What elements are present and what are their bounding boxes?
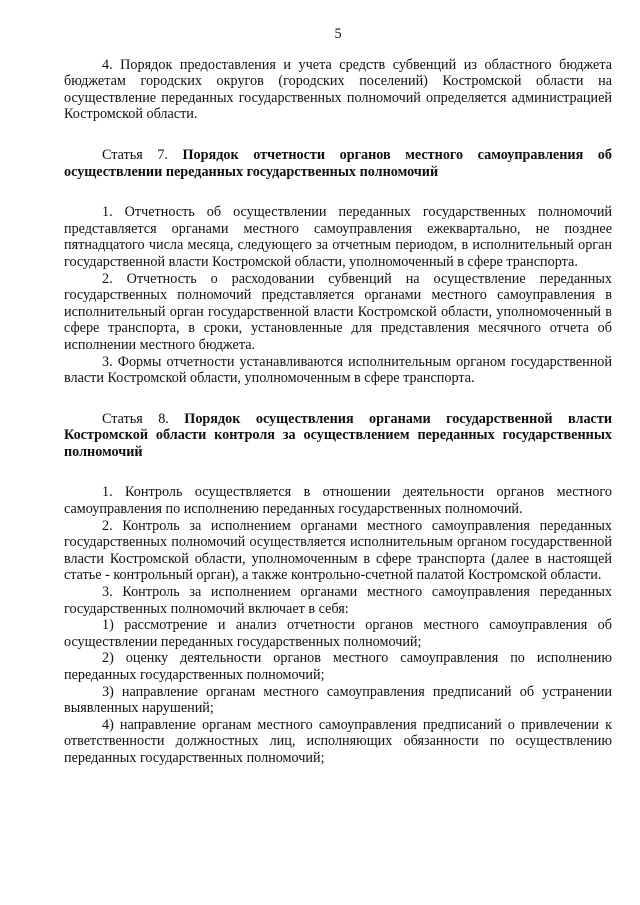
article-7-title: Порядок отчетности органов местного самоуправления об осуществлении переданных государственных полномочий — [64, 146, 612, 180]
article-8-title: Порядок осуществления органами государственной власти Костромской области контроля за осуществлением переданных государственных полномочий — [64, 410, 612, 460]
article-7-paragraph-1: 1. Отчетность об осуществлении переданных государственных полномочий представляется органами местного самоуправления ежеквартально, не позднее пятнадцатого числа месяца, следующего за отчетным периодом, в исполнительный орган государственной власти Костромской области, уполномоченный в сфере транспорта. — [64, 204, 612, 270]
article-8-prefix: Статья 8. — [102, 410, 185, 427]
article-8-heading — [64, 411, 612, 461]
article-8-paragraph-2: 2. Контроль за исполнением органами местного самоуправления переданных государственных полномочий осуществляется исполнительным органом государственной власти Костромской области, уполномоченным в сфере транспорта (далее в настоящей статье - контрольный орган), а также контрольно-счетной палатой Костромской области. — [64, 517, 612, 584]
article-8-item-2: 2) оценку деятельности органов местного самоуправления по исполнению переданных государственных полномочий; — [64, 650, 612, 683]
article-8-item-4: 4) направление органам местного самоуправления предписаний о привлечении к ответственности должностных лиц, исполняющих обязанности по осуществлению переданных государственных полномочий; — [64, 716, 612, 766]
article-7-paragraph-3: 3. Формы отчетности устанавливаются исполнительным органом государственной власти Костромской области, уполномоченным в сфере транспорта. — [64, 353, 612, 387]
paragraph: 4. Порядок предоставления и учета средств субвенций из областного бюджета бюджетам городских округов (городских поселений) Костромской области на осуществление переданных государственных полномочий определяется администрацией Костромской области. — [64, 56, 612, 123]
page-number: 5 — [334, 26, 342, 42]
article-7-prefix: Статья 7. — [102, 146, 183, 163]
article-8-paragraph-1: 1. Контроль осуществляется в отношении деятельности органов местного самоуправления по исполнению переданных государственных полномочий. — [64, 484, 612, 518]
article-7-heading — [64, 147, 612, 180]
article-8-paragraph-3: 3. Контроль за исполнением органами местного самоуправления переданных государственных полномочий включает в себя: — [64, 584, 612, 617]
article-8-item-3: 3) направление органам местного самоуправления предписаний об устранении выявленных нарушений; — [64, 683, 612, 717]
article-8-item-1: 1) рассмотрение и анализ отчетности органов местного самоуправления об осуществлении переданных государственных полномочий; — [64, 617, 612, 650]
article-7-paragraph-2: 2. Отчетность о расходовании субвенций на осуществление переданных государственных полномочий представляется органами местного самоуправления в исполнительный орган государственной власти Костромской области, уполномоченный в сфере транспорта, в сроки, установленные для представления месячного отчета об исполнении местного бюджета. — [64, 270, 612, 353]
